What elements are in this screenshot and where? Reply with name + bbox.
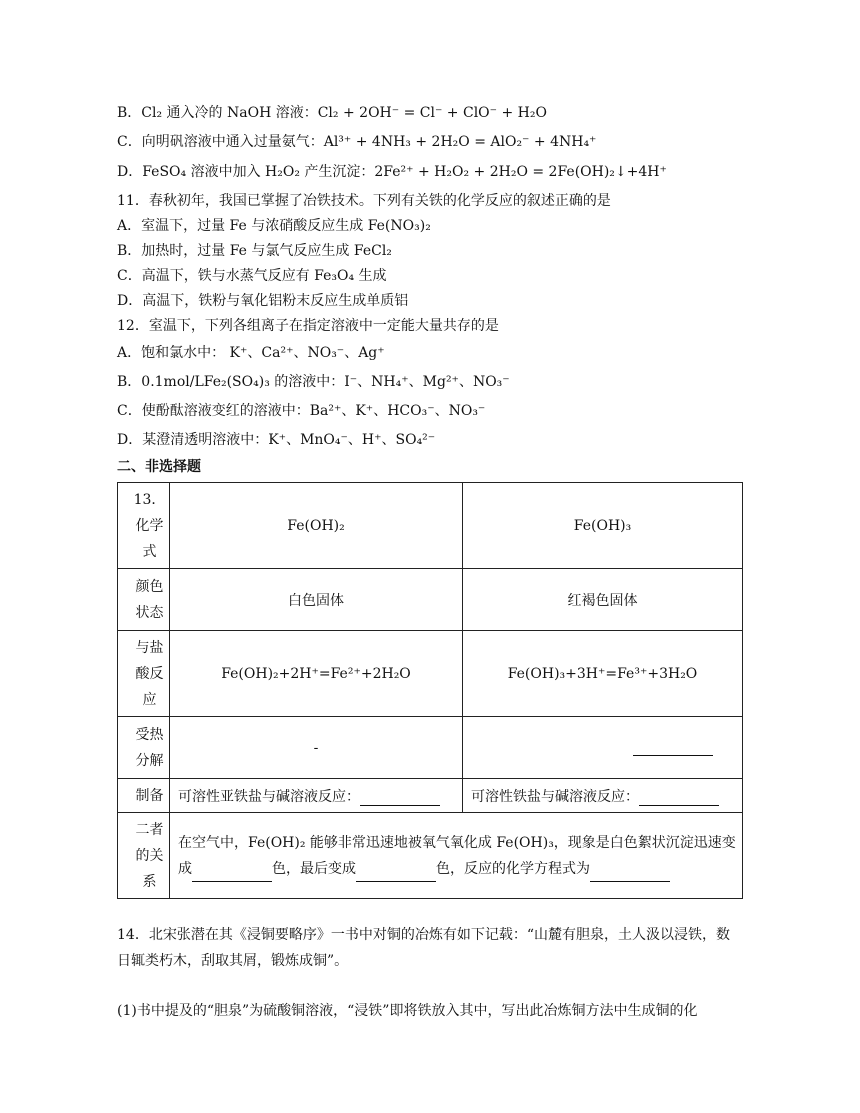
- prep-text-1: 可溶性亚铁盐与碱溶液反应：: [178, 788, 360, 805]
- q11-option-b: B．加热时，过量 Fe 与氯气反应生成 FeCl₂: [117, 243, 392, 259]
- q10-option-b: B．Cl₂ 通入冷的 NaOH 溶液：Cl₂ + 2OH⁻ = Cl⁻ + ClO⁻ + H₂O: [117, 105, 547, 121]
- answer-blank[interactable]: [356, 867, 436, 882]
- relation-text-3: 色，反应的化学方程式为: [436, 860, 590, 877]
- row-cell: 白色固体: [170, 569, 463, 631]
- relation-text-2: 色，最后变成: [272, 860, 356, 877]
- prep-text-2: 可溶性铁盐与碱溶液反应：: [471, 788, 639, 805]
- table-row: [118, 779, 743, 813]
- q11-stem: 11．春秋初年，我国已掌握了冶铁技术。下列有关铁的化学反应的叙述正确的是: [117, 193, 611, 209]
- relation-text-1: 在空气中，Fe(OH)₂ 能够非常迅速地被氧气氧化成 Fe(OH)₃，现象是白色絮状沉淀迅速变成: [178, 834, 736, 877]
- q10-option-c: C．向明矾溶液中通入过量氨气：Al³⁺ + 4NH₃ + 2H₂O = AlO₂⁻ + 4NH₄⁺: [117, 134, 597, 150]
- q12-option-a: A．饱和氯水中： K⁺、Ca²⁺、NO₃⁻、Ag⁺: [117, 345, 385, 361]
- answer-blank[interactable]: [639, 791, 719, 806]
- row-cell: -: [170, 717, 463, 779]
- q11-option-c: C．高温下，铁与水蒸气反应有 Fe₃O₄ 生成: [117, 268, 387, 284]
- row-cell: [170, 779, 463, 813]
- row-label: 制备: [118, 779, 170, 813]
- q12-option-d: D．某澄清透明溶液中：K⁺、MnO₄⁻、H⁺、SO₄²⁻: [117, 432, 436, 448]
- table-row: [118, 813, 743, 899]
- answer-blank[interactable]: [192, 867, 272, 882]
- header-col1: Fe(OH)₂: [170, 483, 463, 569]
- table-row: [118, 569, 743, 631]
- q12-option-c: C．使酚酞溶液变红的溶液中：Ba²⁺、K⁺、HCO₃⁻、NO₃⁻: [117, 403, 486, 419]
- row-label: 颜色状态: [118, 569, 170, 631]
- relation-cell: [170, 813, 743, 899]
- answer-blank[interactable]: [633, 741, 713, 756]
- header-col2: Fe(OH)₃: [463, 483, 743, 569]
- q11-option-a: A．室温下，过量 Fe 与浓硝酸反应生成 Fe(NO₃)₂: [117, 218, 431, 234]
- row-cell: [463, 779, 743, 813]
- table-row: [118, 717, 743, 779]
- q12-stem: 12．室温下，下列各组离子在指定溶液中一定能大量共存的是: [117, 318, 499, 334]
- q14-sub1: (1)书中提及的“胆泉”为硫酸铜溶液，“浸铁”即将铁放入其中，写出此冶炼铜方法中生成铜的化: [117, 1003, 698, 1019]
- row-cell: Fe(OH)₃+3H⁺=Fe³⁺+3H₂O: [463, 631, 743, 717]
- table-row: [118, 631, 743, 717]
- row-cell-blank: [463, 717, 743, 779]
- section-heading: 二、非选择题: [117, 459, 201, 475]
- answer-blank[interactable]: [590, 867, 670, 882]
- q12-option-b: B．0.1mol/LFe₂(SO₄)₃ 的溶液中：I⁻、NH₄⁺、Mg²⁺、NO₃⁻: [117, 374, 510, 390]
- row-label: 二者的关系: [118, 813, 170, 899]
- q10-option-d: D．FeSO₄ 溶液中加入 H₂O₂ 产生沉淀：2Fe²⁺ + H₂O₂ + 2H₂O = 2Fe(OH)₂↓+4H⁺: [117, 164, 667, 180]
- q14-stem: 14．北宋张潜在其《浸铜要略序》一书中对铜的冶炼有如下记载：“山麓有胆泉，土人汲以浸铁，数日辄类朽木，刮取其屑，锻炼成铜”。: [117, 927, 730, 969]
- header-label: 13．化学式: [118, 483, 170, 569]
- row-label: 与盐酸反应: [118, 631, 170, 717]
- answer-blank[interactable]: [360, 791, 440, 806]
- row-label: 受热分解: [118, 717, 170, 779]
- q13-table: [117, 482, 743, 899]
- q11-option-d: D．高温下，铁粉与氧化铝粉末反应生成单质铝: [117, 293, 409, 309]
- row-cell: 红褐色固体: [463, 569, 743, 631]
- row-cell: Fe(OH)₂+2H⁺=Fe²⁺+2H₂O: [170, 631, 463, 717]
- table-header-row: [118, 483, 743, 569]
